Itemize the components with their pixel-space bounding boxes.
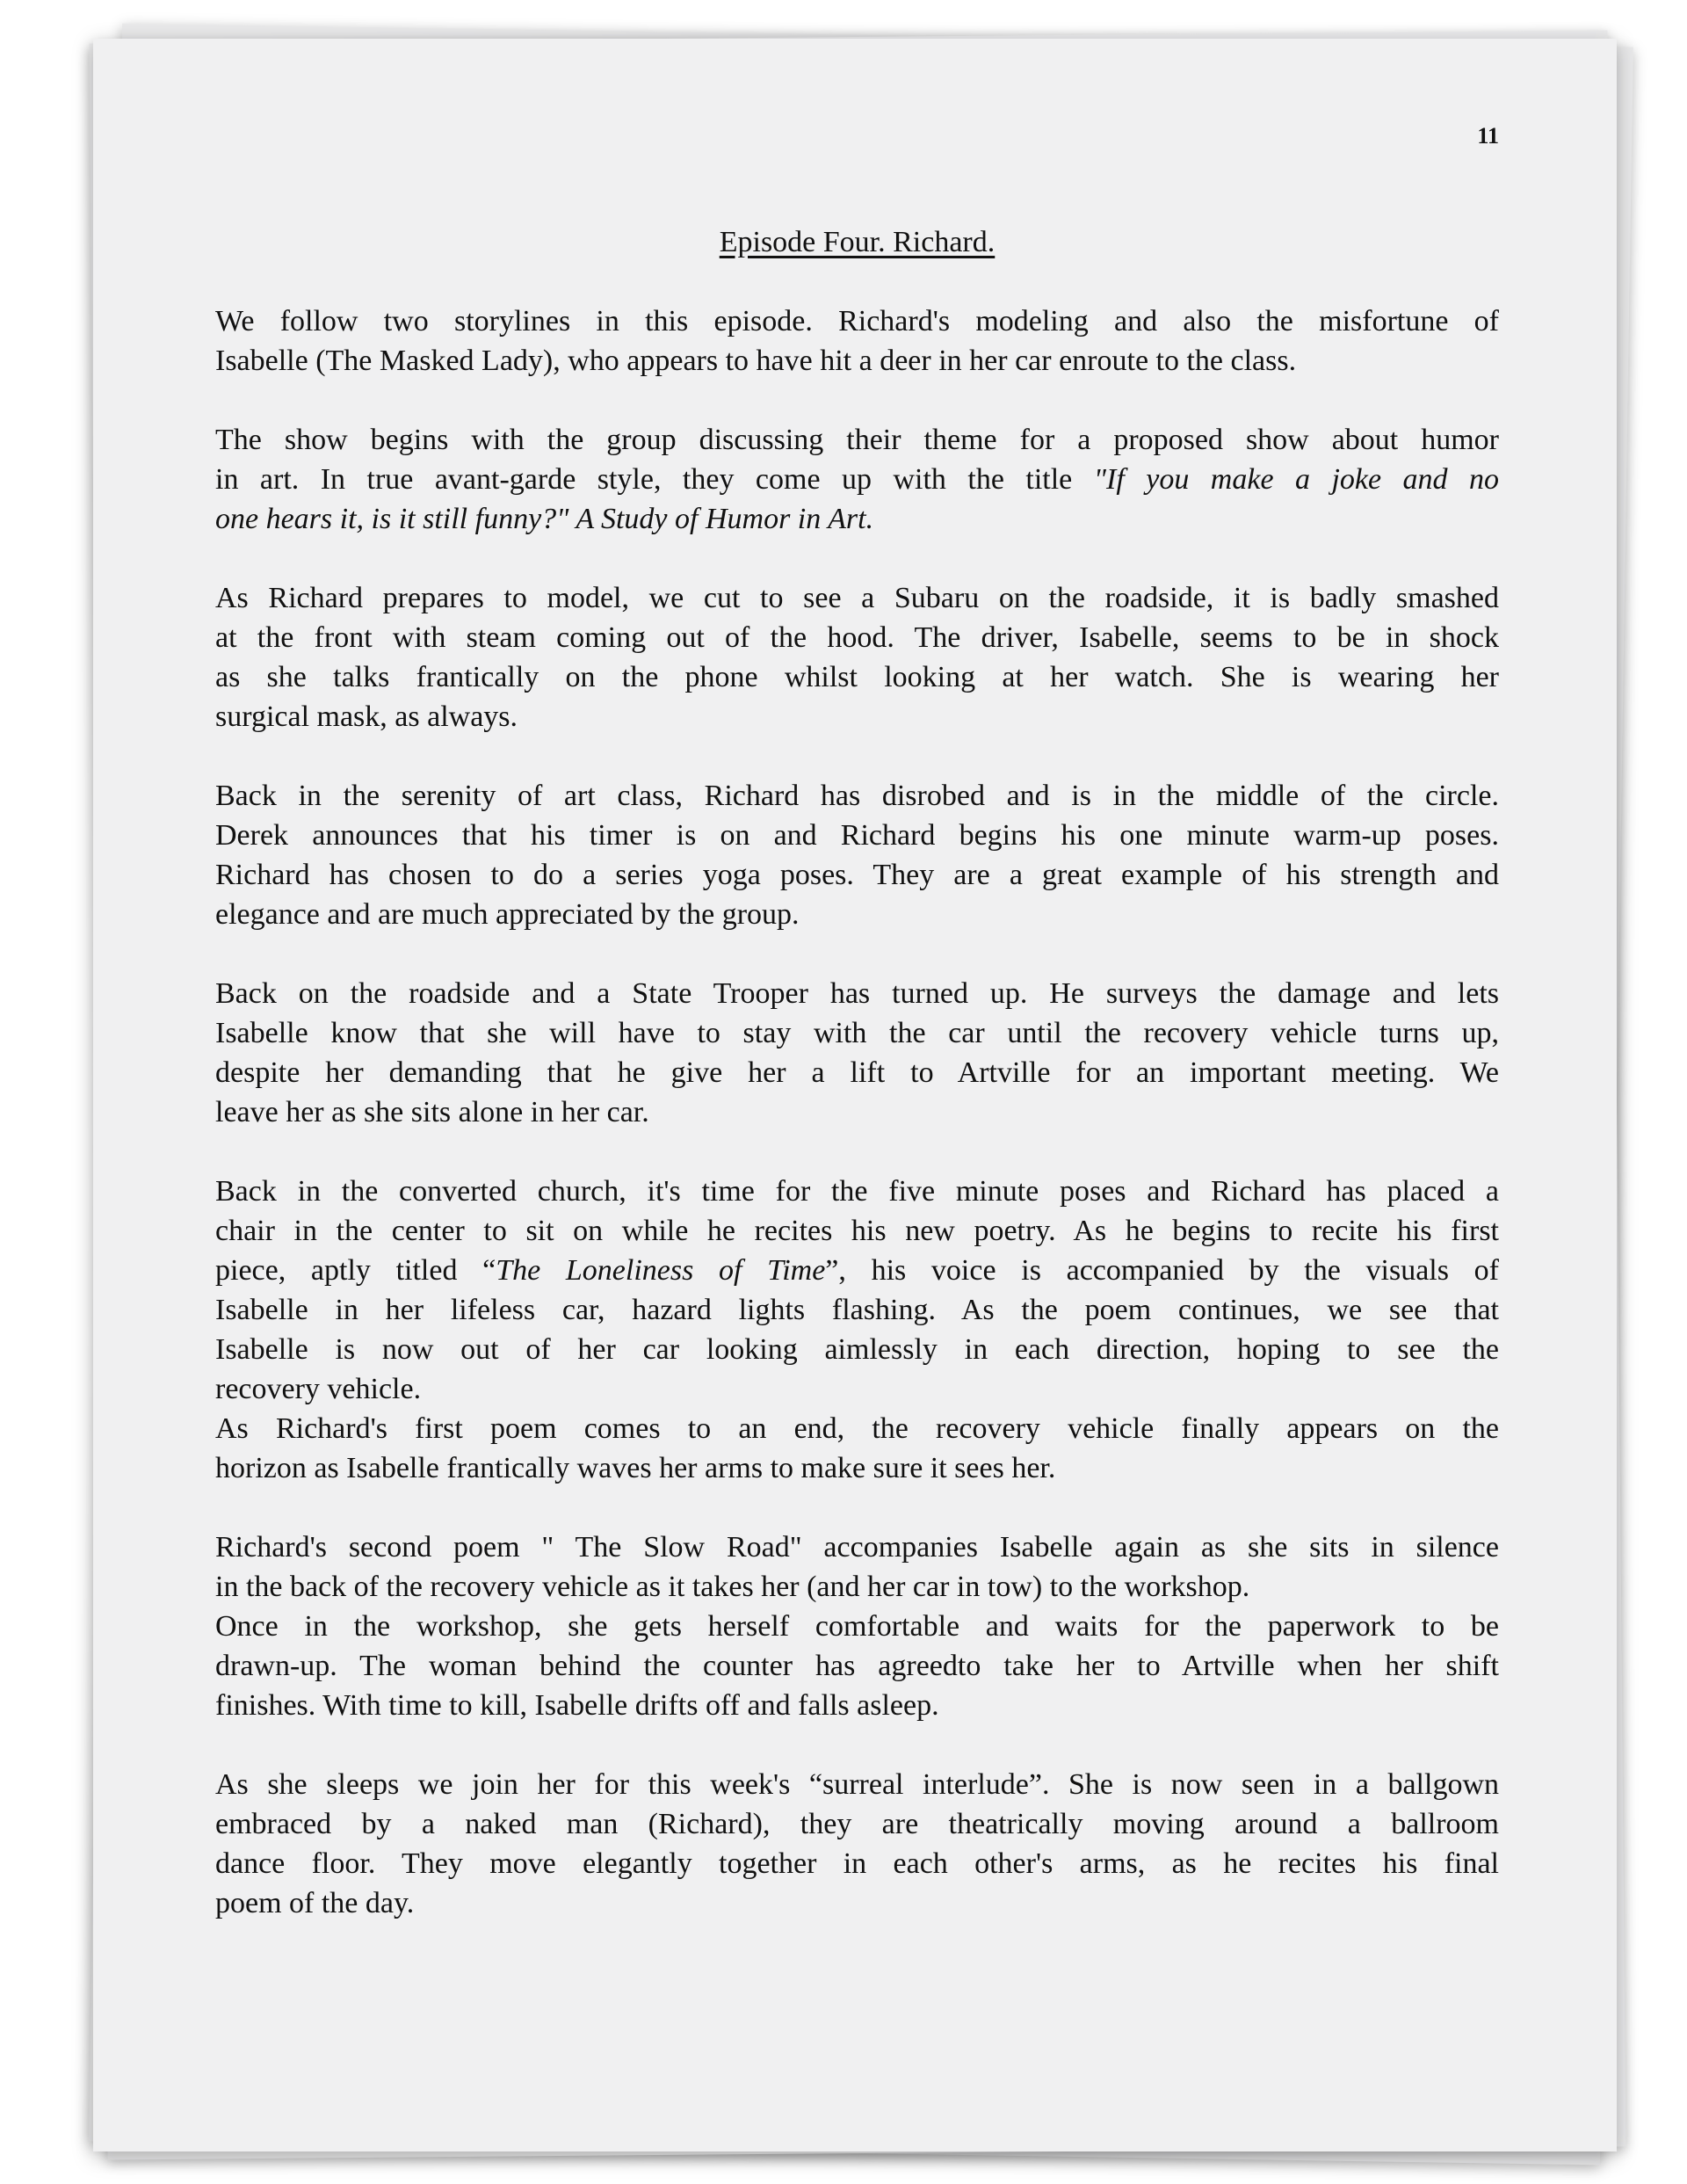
text-line: As she sleeps we join her for this week's “surreal interlude”. She is now seen in a ballgown: [215, 1768, 1499, 1801]
paragraph-gap: [215, 1132, 1499, 1172]
text-line: Richard's second poem " The Slow Road" accompanies Isabelle again as she sits in silence: [215, 1531, 1499, 1564]
paragraph: [215, 776, 1499, 934]
text-line: As Richard prepares to model, we cut to see a Subaru on the roadside, it is badly smashed: [215, 582, 1499, 614]
paragraph-gap: [215, 1488, 1499, 1527]
text-line: recovery vehicle.: [215, 1373, 422, 1405]
paragraph: [215, 1607, 1499, 1725]
text-line: elegance and are much appreciated by the group.: [215, 898, 800, 931]
text-segment: in art. In true avant-garde style, they come up with the title: [215, 463, 1094, 496]
text-line: Derek announces that his timer is on and Richard begins his one minute warm-up poses.: [215, 819, 1499, 852]
paragraph-gap: [215, 1725, 1499, 1765]
text-line: as she talks frantically on the phone whilst looking at her watch. She is wearing her: [215, 661, 1499, 693]
italic-text: one hears it, is it still funny?" A Study of Humor in Art.: [215, 503, 874, 535]
paragraph: [215, 1765, 1499, 1923]
text-line: Back in the serenity of art class, Richard has disrobed and is in the middle of the circle.: [215, 780, 1499, 812]
text-line: [215, 1251, 1499, 1290]
text-line: Isabelle is now out of her car looking aimlessly in each direction, hoping to see the: [215, 1333, 1499, 1366]
text-line: Isabelle know that she will have to stay with the car until the recovery vehicle turns up,: [215, 1017, 1499, 1049]
text-line: [215, 460, 1499, 499]
paragraph: [215, 1409, 1499, 1488]
paragraph: [215, 1527, 1499, 1607]
text-line: embraced by a naked man (Richard), they are theatrically moving around a ballroom: [215, 1808, 1499, 1840]
text-line: As Richard's first poem comes to an end, the recovery vehicle finally appears on the: [215, 1412, 1499, 1445]
episode-title: [215, 222, 1499, 262]
text-line: leave her as she sits alone in her car.: [215, 1096, 649, 1128]
text-line: Richard has chosen to do a series yoga poses. They are a great example of his strength and: [215, 859, 1499, 891]
text-line: drawn-up. The woman behind the counter has agreedto take her to Artville when her shift: [215, 1650, 1499, 1682]
text-line: Isabelle (The Masked Lady), who appears to have hit a deer in her car enroute to the class.: [215, 345, 1297, 377]
text-line: Back in the converted church, it's time for the five minute poses and Richard has placed a: [215, 1175, 1499, 1208]
text-line: We follow two storylines in this episode. Richard's modeling and also the misfortune of: [215, 305, 1499, 337]
text-line: chair in the center to sit on while he recites his new poetry. As he begins to recite his first: [215, 1215, 1499, 1247]
text-line: in the back of the recovery vehicle as it takes her (and her car in tow) to the workshop.: [215, 1571, 1250, 1603]
text-segment: ”, his voice is accompanied by the visuals of: [825, 1254, 1499, 1287]
text-line: poem of the day.: [215, 1887, 415, 1919]
italic-text: "If you make a joke and no: [1093, 463, 1499, 496]
text-line: finishes. With time to kill, Isabelle drifts off and falls asleep.: [215, 1689, 939, 1722]
italic-text: The Loneliness of Time: [496, 1254, 826, 1287]
text-line: [215, 499, 1499, 539]
paragraph: [215, 578, 1499, 736]
text-line: Isabelle in her lifeless car, hazard lights flashing. As the poem continues, we see that: [215, 1294, 1499, 1326]
text-line: Back on the roadside and a State Trooper has turned up. He surveys the damage and lets: [215, 977, 1499, 1010]
text-segment: piece, aptly titled “: [215, 1254, 496, 1287]
text-line: Once in the workshop, she gets herself comfortable and waits for the paperwork to be: [215, 1610, 1499, 1643]
text-line: dance floor. They move elegantly together in each other's arms, as he recites his final: [215, 1847, 1499, 1880]
text-line: The show begins with the group discussing their theme for a proposed show about humor: [215, 424, 1499, 456]
paragraph: [215, 420, 1499, 539]
paragraph-gap: [215, 934, 1499, 974]
episode-title-text: Episode Four. Richard.: [719, 226, 996, 258]
page-number: 11: [1477, 123, 1499, 149]
paragraph: [215, 301, 1499, 381]
paragraph-gap: [215, 539, 1499, 578]
text-line: despite her demanding that he give her a lift to Artville for an important meeting. We: [215, 1056, 1499, 1089]
paragraph: [215, 974, 1499, 1132]
paragraph-gap: [215, 736, 1499, 776]
paragraph-gap: [215, 381, 1499, 420]
text-line: horizon as Isabelle frantically waves her arms to make sure it sees her.: [215, 1452, 1056, 1484]
paragraph: [215, 1172, 1499, 1409]
text-line: surgical mask, as always.: [215, 700, 518, 733]
text-line: at the front with steam coming out of the hood. The driver, Isabelle, seems to be in shock: [215, 621, 1499, 654]
document-body: [215, 301, 1499, 1923]
